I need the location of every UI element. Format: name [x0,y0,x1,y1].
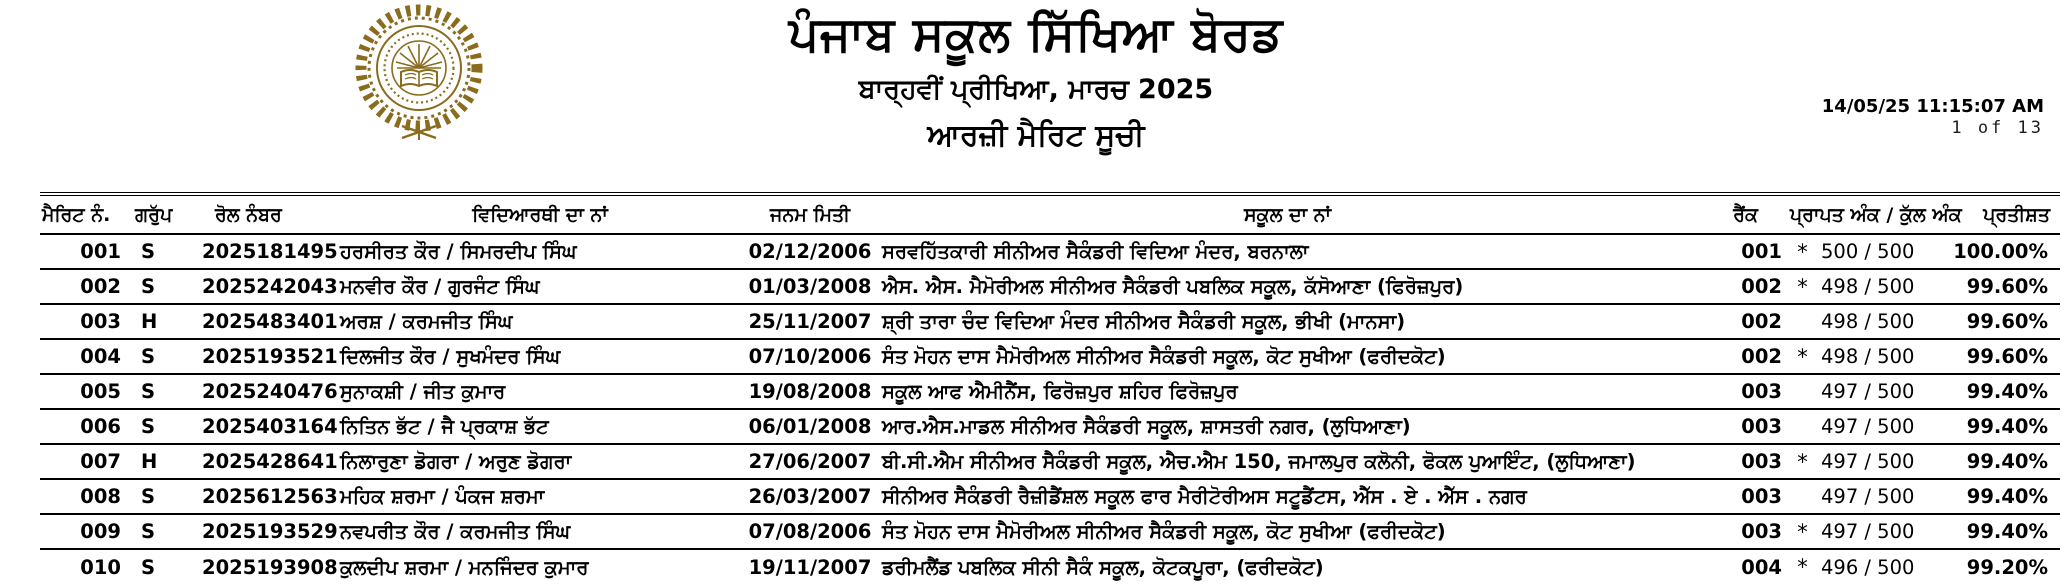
roll-no-cell: 2025428641 [190,444,340,479]
dob-cell: 02/12/2006 [740,234,880,269]
group-cell: S [135,339,190,374]
student-name-cell: ਨਵਪਰੀਤ ਕੌਰ / ਕਰਮਜੀਤ ਸਿੰਘ [340,514,740,549]
roll-no-cell: 2025181495 [190,234,340,269]
dob-cell: 06/01/2008 [740,409,880,444]
roll-no-cell: 2025240476 [190,374,340,409]
table-row [40,479,2060,514]
col-header-merit-no: ਮੈਰਿਟ ਨੰ. [40,194,135,234]
percent-cell: 99.60% [1930,304,2060,339]
student-name-cell: ਕੁਲਦੀਪ ਸ਼ਰਮਾ / ਮਨਜਿੰਦਰ ਕੁਮਾਰ [340,555,589,579]
school-cell: ਐਸ. ਐਸ. ਮੈਮੋਰੀਅਲ ਸੀਨੀਅਰ ਸੈਕੰਡਰੀ ਪਬਲਿਕ ਸਕੂਲ, ਕੱਸੋਆਣਾ (ਫਿਰੋਜ਼ਪੁਰ) [880,269,1695,304]
percent-cell: 99.40% [1930,514,2060,549]
col-header-rank: ਰੈਂਕ [1695,194,1790,234]
roll-no-cell: 2025193908 [202,555,338,579]
exam-title: ਬਾਰ੍ਹਵੀਂ ਪ੍ਰੀਖਿਆ, ਮਾਰਚ 2025 [858,74,1214,106]
merit-no-cell: 006 [40,409,135,444]
print-timestamp: 14/05/25 11:15:07 AM [1821,96,2044,117]
marks-cell: 497 / 500 [1815,514,1930,549]
table-row [40,409,2060,444]
table-row [40,234,2060,269]
col-header-student-name: ਵਿਦਿਆਰਥੀ ਦਾ ਨਾਂ [340,194,740,234]
school-cell: ਬੀ.ਸੀ.ਐਮ ਸੀਨੀਅਰ ਸੈਕੰਡਰੀ ਸਕੂਲ, ਐਚ.ਐਮ 150, ਜਮਾਲਪੁਰ ਕਲੋਨੀ, ਫੋਕਲ ਪੁਆਇੰਟ, (ਲੁਧਿਆਣਾ) [880,444,1695,479]
tie-star-cell [1790,374,1815,409]
group-cell: S [135,514,190,549]
percent-cell: 99.60% [1930,269,2060,304]
student-name-cell: ਨਿਤਿਨ ਭੱਟ / ਜੈ ਪ੍ਰਕਾਸ਼ ਭੱਟ [340,409,740,444]
group-cell: S [135,479,190,514]
table-row [40,374,2060,409]
tie-star-cell: * [1790,234,1815,269]
rank-cell: 002 [1695,304,1790,339]
page-indicator: 1 of 13 [1951,118,2044,138]
percent-cell: 99.40% [1930,374,2060,409]
student-name-cell: ਮਹਿਕ ਸ਼ਰਮਾ / ਪੰਕਜ ਸ਼ਰਮਾ [340,479,740,514]
student-name-cell: ਮਨਵੀਰ ਕੌਰ / ਗੁਰਜੰਟ ਸਿੰਘ [340,269,740,304]
school-cell: ਸਕੂਲ ਆਫ ਐਮੀਨੈਂਸ, ਫਿਰੋਜ਼ਪੁਰ ਸ਼ਹਿਰ ਫਿਰੋਜ਼ਪੁਰ [880,374,1695,409]
merit-no-cell: 001 [40,234,135,269]
col-header-percent: ਪ੍ਰਤੀਸ਼ਤ [1930,194,2060,234]
student-name-cell: ਹਰਸੀਰਤ ਕੌਰ / ਸਿਮਰਦੀਪ ਸਿੰਘ [340,234,740,269]
merit-no-cell: 007 [40,444,135,479]
tie-star-cell: * [1790,339,1815,374]
dob-cell: 27/06/2007 [740,444,880,479]
student-name-cell: ਦਿਲਜੀਤ ਕੌਰ / ਸੁਖਮੰਦਰ ਸਿੰਘ [340,339,740,374]
tie-star-cell: * [1797,555,1808,579]
tie-star-cell [1790,304,1815,339]
rank-cell: 001 [1695,234,1790,269]
col-header-roll-no: ਰੋਲ ਨੰਬਰ [190,194,340,234]
marks-cell: 497 / 500 [1815,444,1930,479]
tie-star-cell: * [1790,444,1815,479]
table-header-row [40,194,2060,234]
marks-cell: 498 / 500 [1815,269,1930,304]
marks-cell: 496 / 500 [1821,555,1915,579]
table-row [40,444,2060,479]
table-row [40,269,2060,304]
rank-cell: 003 [1695,514,1790,549]
print-meta [1822,96,2044,138]
group-cell: S [135,269,190,304]
table-row [40,339,2060,374]
school-cell: ਡਰੀਮਲੈਂਡ ਪਬਲਿਕ ਸੀਨੀ ਸੈਕੰ ਸਕੂਲ, ਕੋਟਕਪੂਰਾ, (ਫਰੀਦਕੋਟ) [882,555,1324,579]
board-seal-icon [352,4,486,154]
col-header-school: ਸਕੂਲ ਦਾ ਨਾਂ [880,194,1695,234]
percent-cell: 100.00% [1930,234,2060,269]
roll-no-cell: 2025612563 [190,479,340,514]
tie-star-cell [1790,409,1815,444]
rank-cell: 003 [1695,479,1790,514]
roll-no-cell: 2025403164 [190,409,340,444]
school-cell: ਸਰਵਹਿੱਤਕਾਰੀ ਸੀਨੀਅਰ ਸੈਕੰਡਰੀ ਵਿਦਿਆ ਮੰਦਰ, ਬਰਨਾਲਾ [880,234,1695,269]
merit-no-cell: 005 [40,374,135,409]
merit-no-cell: 010 [80,555,121,579]
group-cell: S [135,374,190,409]
student-name-cell: ਸੁਨਾਕਸ਼ੀ / ਜੀਤ ਕੁਮਾਰ [340,374,740,409]
roll-no-cell: 2025193529 [190,514,340,549]
list-title: ਆਰਜ਼ੀ ਮੈਰਿਟ ਸੂਚੀ [927,118,1145,154]
school-cell: ਸ਼੍ਰੀ ਤਾਰਾ ਚੰਦ ਵਿਦਿਆ ਮੰਦਰ ਸੀਨੀਅਰ ਸੈਕੰਡਰੀ ਸਕੂਲ, ਭੀਖੀ (ਮਾਨਸਾ) [880,304,1695,339]
school-cell: ਸੰਤ ਮੋਹਨ ਦਾਸ ਮੈਮੋਰੀਅਲ ਸੀਨੀਅਰ ਸੈਕੰਡਰੀ ਸਕੂਲ, ਕੋਟ ਸੁਖੀਆ (ਫਰੀਦਕੋਟ) [880,339,1695,374]
group-cell: H [135,304,190,339]
tie-star-cell: * [1790,514,1815,549]
marks-cell: 498 / 500 [1815,339,1930,374]
student-name-cell: ਅਰਸ਼ / ਕਰਮਜੀਤ ਸਿੰਘ [340,304,740,339]
table-row [40,549,2060,584]
merit-no-cell: 003 [40,304,135,339]
merit-table [40,192,2060,584]
marks-cell: 498 / 500 [1815,304,1930,339]
dob-cell: 26/03/2007 [740,479,880,514]
school-cell: ਸੰਤ ਮੋਹਨ ਦਾਸ ਮੈਮੋਰੀਅਲ ਸੀਨੀਅਰ ਸੈਕੰਡਰੀ ਸਕੂਲ, ਕੋਟ ਸੁਖੀਆ (ਫਰੀਦਕੋਟ) [880,514,1695,549]
table-row [40,514,2060,549]
percent-cell: 99.60% [1930,339,2060,374]
merit-no-cell: 009 [40,514,135,549]
dob-cell: 07/08/2006 [740,514,880,549]
tie-star-cell [1790,479,1815,514]
marks-cell: 497 / 500 [1815,479,1930,514]
percent-cell: 99.40% [1930,479,2060,514]
table-row [40,304,2060,339]
rank-cell: 002 [1695,269,1790,304]
group-cell: S [141,555,156,579]
merit-no-cell: 004 [40,339,135,374]
school-cell: ਆਰ.ਐਸ.ਮਾਡਲ ਸੀਨੀਅਰ ਸੈਕੰਡਰੀ ਸਕੂਲ, ਸ਼ਾਸਤਰੀ ਨਗਰ, (ਲੁਧਿਆਣਾ) [880,409,1695,444]
document-header [0,0,2072,192]
dob-cell: 19/11/2007 [748,555,872,579]
percent-cell: 99.20% [1966,555,2048,579]
dob-cell: 07/10/2006 [740,339,880,374]
group-cell: S [135,234,190,269]
marks-cell: 500 / 500 [1815,234,1930,269]
rank-cell: 004 [1741,555,1782,579]
roll-no-cell: 2025483401 [190,304,340,339]
roll-no-cell: 2025242043 [190,269,340,304]
rank-cell: 002 [1695,339,1790,374]
col-header-dob: ਜਨਮ ਮਿਤੀ [740,194,880,234]
dob-cell: 19/08/2008 [740,374,880,409]
group-cell: S [135,409,190,444]
marks-cell: 497 / 500 [1815,409,1930,444]
rank-cell: 003 [1695,409,1790,444]
roll-no-cell: 2025193521 [190,339,340,374]
student-name-cell: ਨਿਲਾਰੁਣਾ ਡੋਗਰਾ / ਅਰੁਣ ਡੋਗਰਾ [340,444,740,479]
marks-cell: 497 / 500 [1815,374,1930,409]
rank-cell: 003 [1695,374,1790,409]
percent-cell: 99.40% [1930,409,2060,444]
col-header-marks: ਪ੍ਰਾਪਤ ਅੰਕ / ਕੁੱਲ ਅੰਕ [1790,194,1930,234]
dob-cell: 25/11/2007 [740,304,880,339]
dob-cell: 01/03/2008 [740,269,880,304]
group-cell: H [135,444,190,479]
merit-no-cell: 008 [40,479,135,514]
board-name: ਪੰਜਾਬ ਸਕੂਲ ਸਿੱਖਿਆ ਬੋਰਡ [788,7,1284,62]
rank-cell: 003 [1695,444,1790,479]
percent-cell: 99.40% [1930,444,2060,479]
col-header-group: ਗਰੁੱਪ [135,194,190,234]
title-block [0,0,2072,153]
merit-no-cell: 002 [40,269,135,304]
tie-star-cell: * [1790,269,1815,304]
school-cell: ਸੀਨੀਅਰ ਸੈਕੰਡਰੀ ਰੈਜ਼ੀਡੈਂਸ਼ਲ ਸਕੂਲ ਫਾਰ ਮੈਰੀਟੋਰੀਅਸ ਸਟੂਡੈਂਟਸ, ਐੱਸ . ਏ . ਐੱਸ . ਨਗਰ [880,479,1695,514]
board-logo [352,4,486,154]
